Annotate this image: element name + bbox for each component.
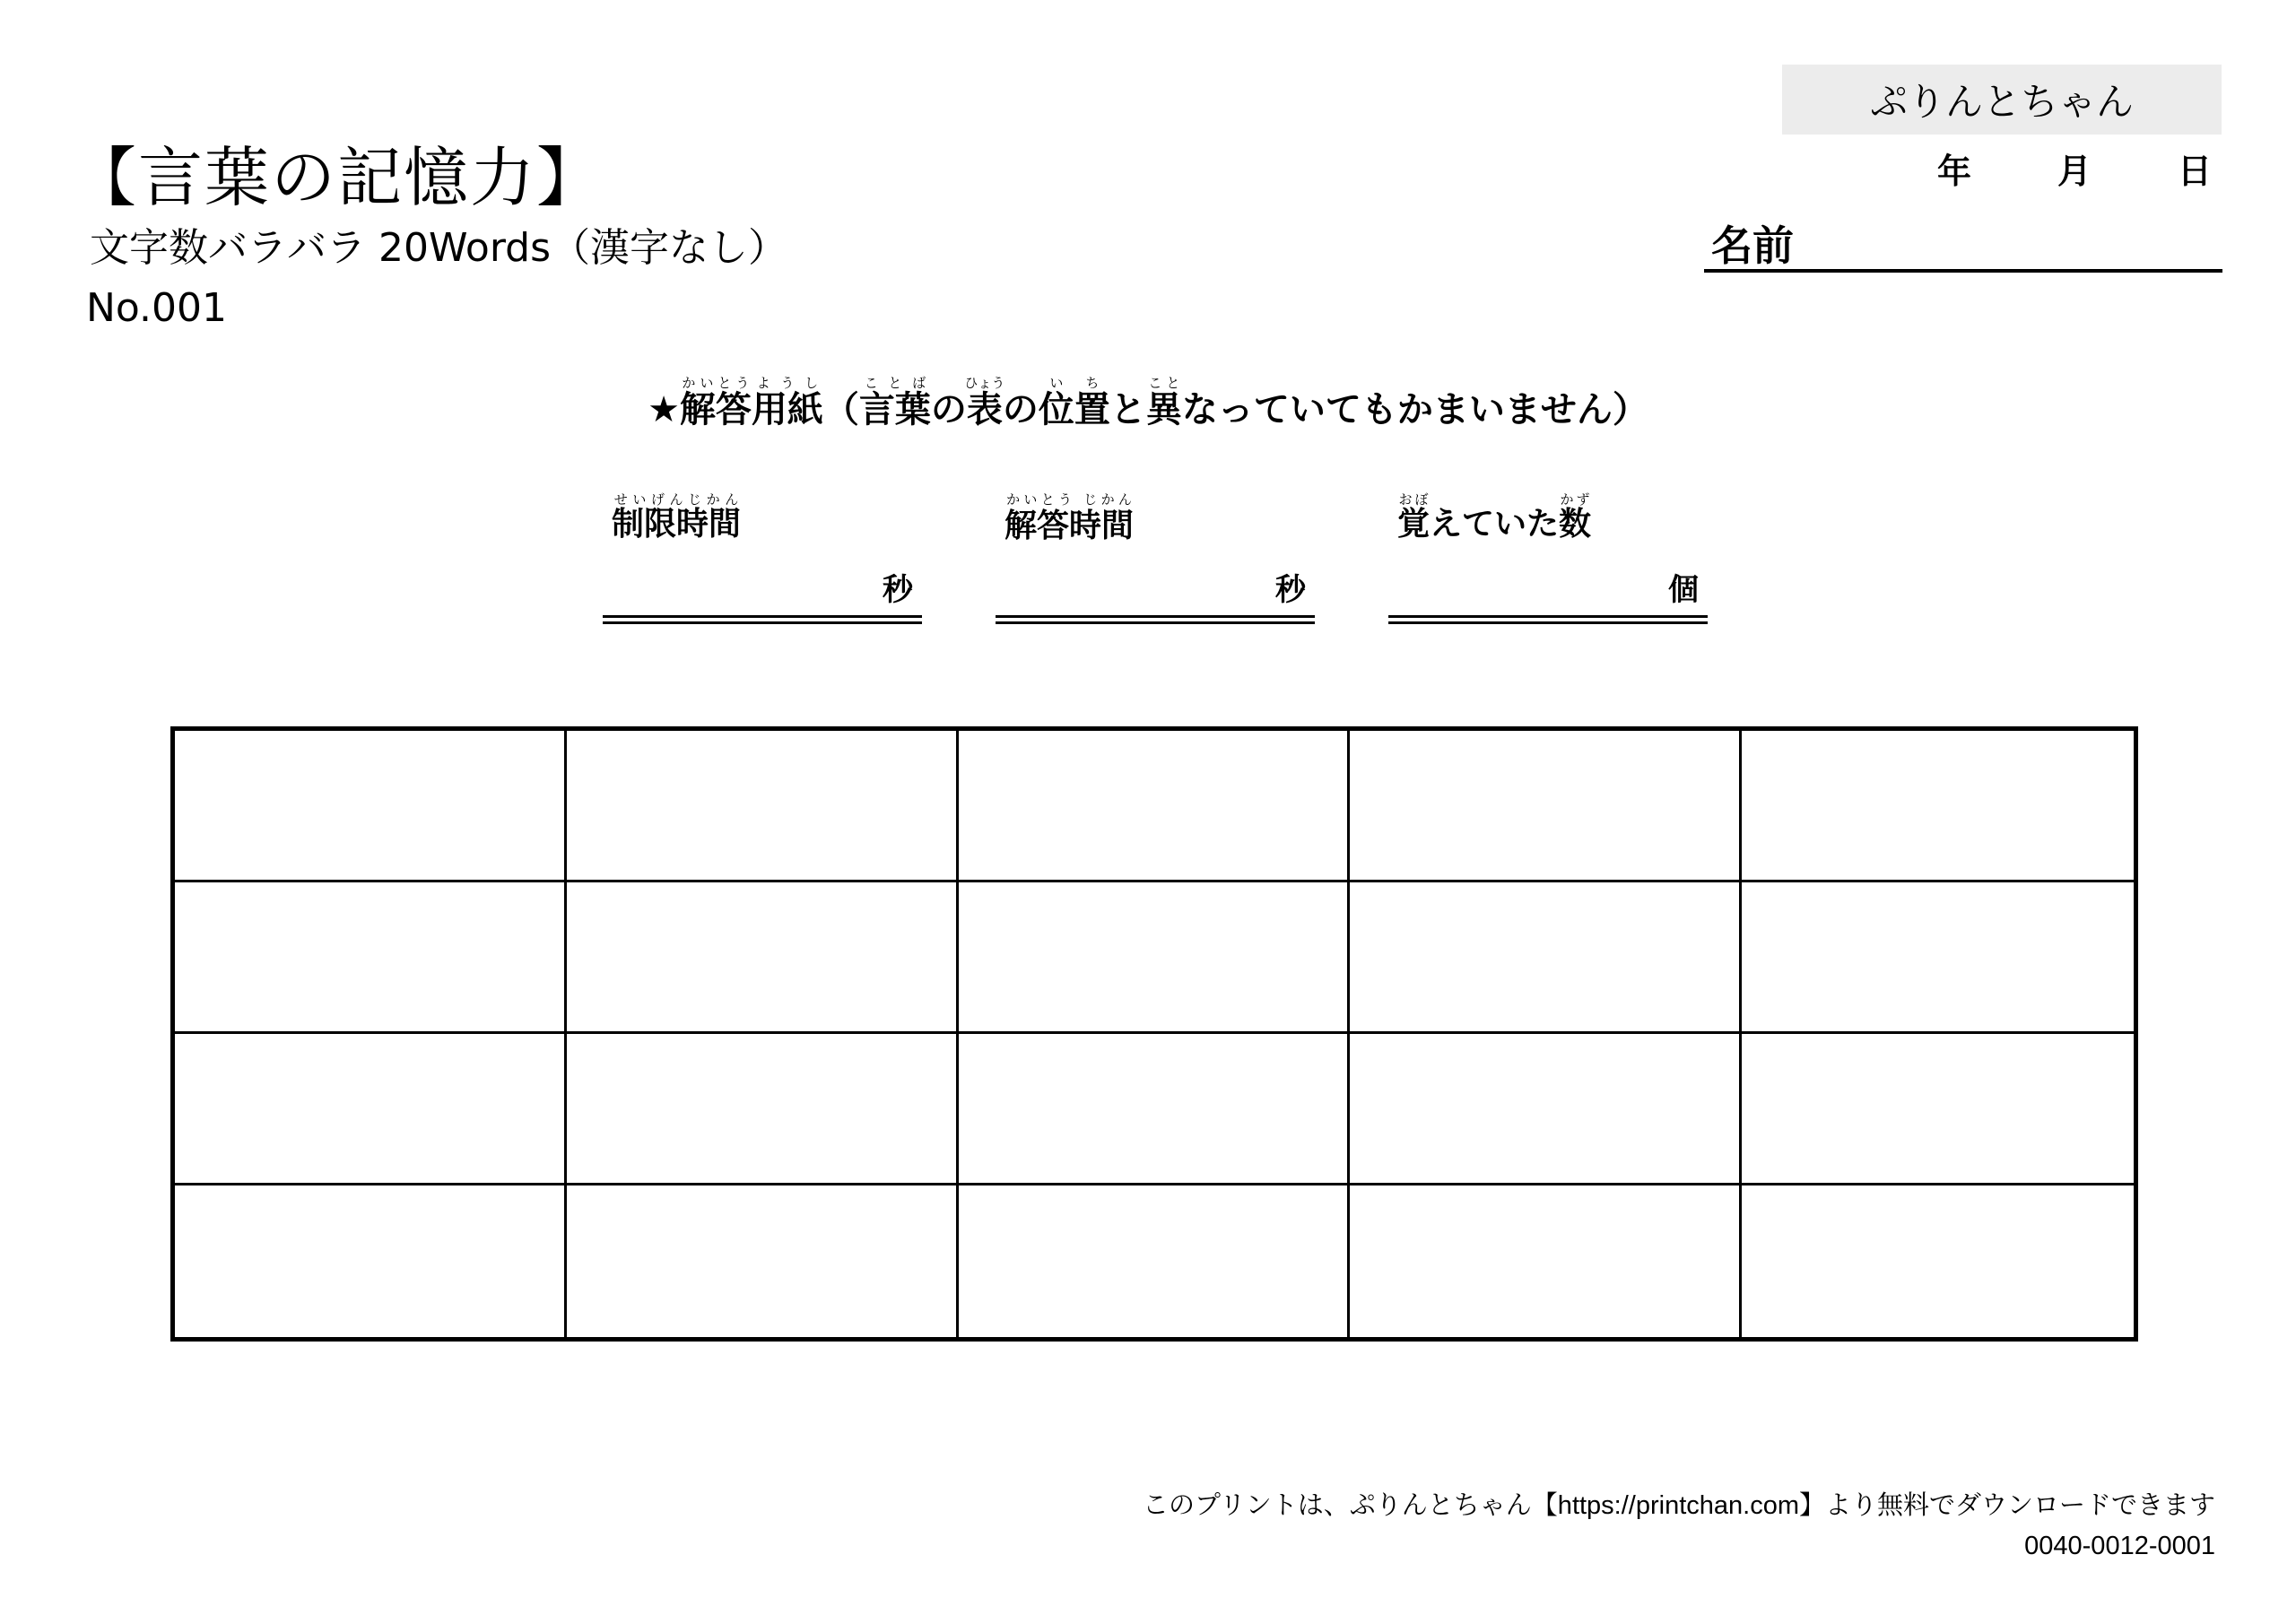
instruction-part: 位置いち bbox=[1038, 375, 1110, 430]
instruction-part: 異こと bbox=[1145, 375, 1182, 430]
instruction-part: の bbox=[930, 389, 967, 430]
footer-note: このプリントは、ぷりんとちゃん【https://printchan.com】より無料でダウンロードできます bbox=[1142, 1491, 2215, 1520]
star-icon: ★ bbox=[648, 389, 680, 430]
instruction-part: 言葉ことば bbox=[858, 375, 931, 430]
field-remembered-count bbox=[1388, 491, 1708, 644]
instruction-part: 表ひょう bbox=[964, 375, 1005, 430]
answer-cell[interactable] bbox=[567, 882, 959, 1034]
worksheet-title: 【言葉の記憶力】 bbox=[72, 140, 604, 215]
instruction-part: 用紙ようし bbox=[751, 375, 823, 430]
answer-cell[interactable] bbox=[1742, 882, 2134, 1034]
brand-label: ぷりんとちゃん bbox=[1782, 65, 2222, 135]
field-unit: 秒 bbox=[1275, 572, 1306, 608]
instruction-part: なっていてもかまいません） bbox=[1181, 389, 1648, 430]
field-time-limit bbox=[603, 491, 922, 644]
instruction-part: 解答かいとう bbox=[679, 375, 752, 430]
answer-cell[interactable] bbox=[959, 1034, 1351, 1185]
answer-cell[interactable] bbox=[1350, 1034, 1742, 1185]
worksheet-subtitle: 文字数バラバラ 20Words（漢字なし） bbox=[90, 225, 787, 271]
answer-cell[interactable] bbox=[959, 731, 1351, 882]
field-answer-time bbox=[996, 491, 1315, 644]
answer-cell[interactable] bbox=[175, 1185, 567, 1337]
name-underline[interactable] bbox=[1704, 269, 2222, 273]
name-label: 名前 bbox=[1711, 221, 1794, 270]
date-day-label: 日 bbox=[2178, 152, 2213, 191]
field-unit: 個 bbox=[1668, 572, 1699, 608]
date-year-label: 年 bbox=[1937, 152, 1972, 191]
answer-cell[interactable] bbox=[567, 1034, 959, 1185]
instruction-part: （ bbox=[822, 389, 859, 430]
instruction-part: の bbox=[1002, 389, 1039, 430]
answer-cell[interactable] bbox=[567, 1185, 959, 1337]
answer-cell[interactable] bbox=[1350, 882, 1742, 1034]
field-label: 解答時間かいとう じかん bbox=[1004, 491, 1135, 544]
instruction-part: と bbox=[1109, 389, 1146, 430]
date-row bbox=[1937, 143, 2224, 197]
date-month-label: 月 bbox=[2057, 152, 2092, 191]
answer-cell[interactable] bbox=[1350, 1185, 1742, 1337]
answer-cell[interactable] bbox=[175, 882, 567, 1034]
answer-cell[interactable] bbox=[175, 731, 567, 882]
field-input-line[interactable] bbox=[603, 615, 922, 624]
answer-cell[interactable] bbox=[567, 731, 959, 882]
field-label: 覚おぼえていた数かず bbox=[1397, 491, 1592, 543]
field-input-line[interactable] bbox=[1388, 615, 1708, 624]
answer-cell[interactable] bbox=[1350, 731, 1742, 882]
field-unit: 秒 bbox=[883, 572, 913, 608]
field-input-line[interactable] bbox=[996, 615, 1315, 624]
answer-cell[interactable] bbox=[959, 882, 1351, 1034]
answer-cell[interactable] bbox=[1742, 1034, 2134, 1185]
field-label: 制限時間せいげんじかん bbox=[612, 491, 742, 543]
answer-cell[interactable] bbox=[959, 1185, 1351, 1337]
answer-cell[interactable] bbox=[1742, 1185, 2134, 1337]
answer-cell[interactable] bbox=[175, 1034, 567, 1185]
answer-grid bbox=[170, 726, 2138, 1342]
footer-code: 0040-0012-0001 bbox=[2024, 1532, 2215, 1560]
worksheet-number: No.001 bbox=[86, 285, 228, 331]
instruction bbox=[0, 375, 2296, 432]
answer-cell[interactable] bbox=[1742, 731, 2134, 882]
